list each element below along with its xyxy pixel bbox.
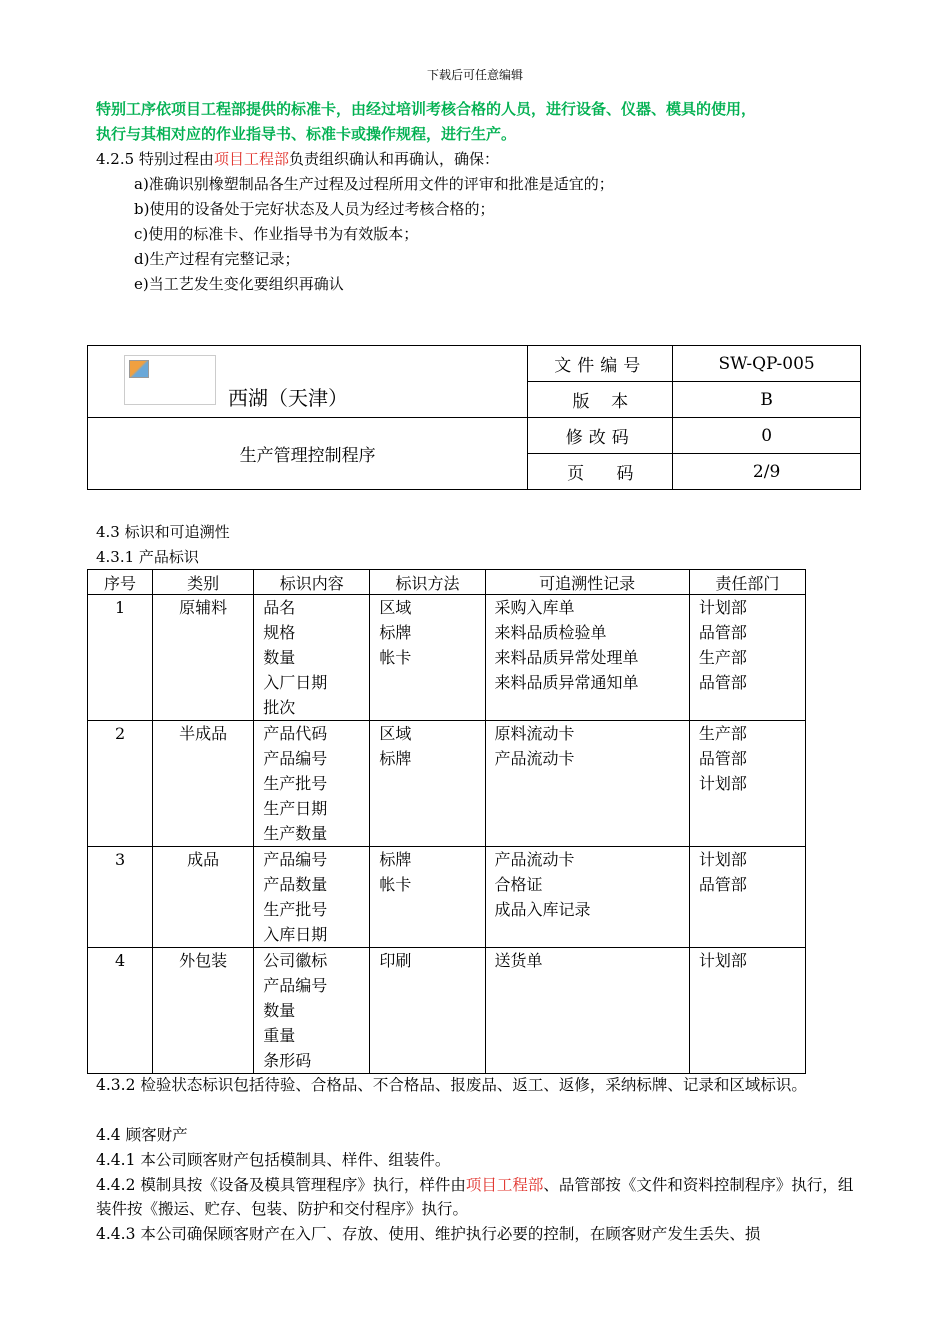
table-row <box>88 948 806 1074</box>
col-header-records: 可追溯性记录 <box>485 570 689 595</box>
cell-records: 采购入库单 来料品质检验单 来料品质异常处理单 来料品质异常通知单 <box>485 595 689 721</box>
cell-dept: 生产部 品管部 计划部 <box>689 721 805 847</box>
header-label-page: 页 码 <box>528 454 673 490</box>
cell-no: 3 <box>88 847 153 948</box>
para-4-4-2-red: 项目工程部 <box>465 1176 544 1194</box>
company-cell <box>88 346 528 418</box>
item-d: d)生产过程有完整记录； <box>134 250 300 268</box>
item-b: b)使用的设备处于完好状态及人员为经过考核合格的； <box>134 200 495 218</box>
cell-records: 产品流动卡 合格证 成品入库记录 <box>485 847 689 948</box>
header-value-doc-no: SW-QP-005 <box>673 346 861 382</box>
cell-method: 区域 标牌 <box>370 721 485 847</box>
col-header-method: 标识方法 <box>370 570 485 595</box>
cell-category: 成品 <box>153 847 254 948</box>
item-a: a)准确识别橡塑制品各生产过程及过程所用文件的评审和批准是适宜的； <box>134 175 614 193</box>
cell-category: 原辅料 <box>153 595 254 721</box>
cell-category: 外包装 <box>153 948 254 1074</box>
cell-dept: 计划部 品管部 <box>689 847 805 948</box>
cell-content: 产品编号 产品数量 生产批号 入库日期 <box>254 847 370 948</box>
para-4-4-2 <box>96 1173 866 1221</box>
cell-content: 品名 规格 数量 入厂日期 批次 <box>254 595 370 721</box>
logo <box>124 355 216 405</box>
col-header-dept: 责任部门 <box>689 570 805 595</box>
green-text-line-2: 执行与其相对应的作业指导书、标准卡或操作规程，进行生产。 <box>96 125 517 143</box>
cell-method: 区域 标牌 帐卡 <box>370 595 485 721</box>
identification-table <box>87 569 806 1074</box>
table-row <box>88 721 806 847</box>
cell-dept: 计划部 品管部 生产部 品管部 <box>689 595 805 721</box>
cell-content: 产品代码 产品编号 生产批号 生产日期 生产数量 <box>254 721 370 847</box>
table-row <box>88 847 806 948</box>
para-4-4-2-suffix: 、品管部按《文件和资料控制程序》执行，组装件按《搬运、贮存、包装、防护和交付程序》执行。 <box>96 1176 854 1218</box>
table-row <box>88 595 806 721</box>
cell-records: 送货单 <box>485 948 689 1074</box>
cell-method: 标牌 帐卡 <box>370 847 485 948</box>
col-header-no: 序号 <box>88 570 153 595</box>
item-e: e)当工艺发生变化要组织再确认 <box>134 275 344 293</box>
section-4-2-5-prefix: 4.2.5 特别过程由 <box>96 150 214 168</box>
col-header-category: 类别 <box>153 570 254 595</box>
para-4-4-2-prefix: 4.4.2 模制具按《设备及模具管理程序》执行，样件由 <box>96 1176 466 1194</box>
item-c: c)使用的标准卡、作业指导书为有效版本； <box>134 225 419 243</box>
section-4-2-5-suffix: 负责组织确认和再确认，确保： <box>288 150 499 168</box>
green-text-line-1: 特别工序依项目工程部提供的标准卡，由经过培训考核合格的人员，进行设备、仪器、模具的使用， <box>96 100 757 118</box>
section-4-3-1: 4.3.1 产品标识 <box>96 548 199 566</box>
header-note: 下载后可任意编辑 <box>426 68 523 82</box>
cell-dept: 计划部 <box>689 948 805 1074</box>
cell-category: 半成品 <box>153 721 254 847</box>
doc-header-table <box>87 345 861 490</box>
header-value-version: B <box>673 382 861 418</box>
cell-method: 印刷 <box>370 948 485 1074</box>
header-label-version: 版 本 <box>528 382 673 418</box>
cell-records: 原料流动卡 产品流动卡 <box>485 721 689 847</box>
section-4-3: 4.3 标识和可追溯性 <box>96 523 230 541</box>
col-header-content: 标识内容 <box>254 570 370 595</box>
company-name: 西湖（天津） <box>228 386 348 410</box>
para-4-4-1: 4.4.1 本公司顾客财产包括模制具、样件、组装件。 <box>96 1151 451 1169</box>
table-header-row <box>88 570 806 595</box>
para-4-4-3: 4.4.3 本公司确保顾客财产在入厂、存放、使用、维护执行必要的控制，在顾客财产发生丢失、损 <box>96 1225 761 1243</box>
cell-no: 4 <box>88 948 153 1074</box>
header-value-revision: 0 <box>673 418 861 454</box>
section-4-2-5-red: 项目工程部 <box>213 150 289 168</box>
cell-no: 2 <box>88 721 153 847</box>
cell-content: 公司徽标 产品编号 数量 重量 条形码 <box>254 948 370 1074</box>
logo-image-icon <box>129 360 149 378</box>
header-label-doc-no: 文件编号 <box>528 346 673 382</box>
section-4-4: 4.4 顾客财产 <box>96 1126 188 1144</box>
cell-no: 1 <box>88 595 153 721</box>
para-4-3-2: 4.3.2 检验状态标识包括待验、合格品、不合格品、报废品、返工、返修，采纳标牌、记录和区域标识。 <box>96 1076 807 1094</box>
section-4-2-5 <box>96 148 499 169</box>
procedure-title: 生产管理控制程序 <box>88 418 528 490</box>
header-value-page: 2/9 <box>673 454 861 490</box>
header-label-revision: 修改码 <box>528 418 673 454</box>
